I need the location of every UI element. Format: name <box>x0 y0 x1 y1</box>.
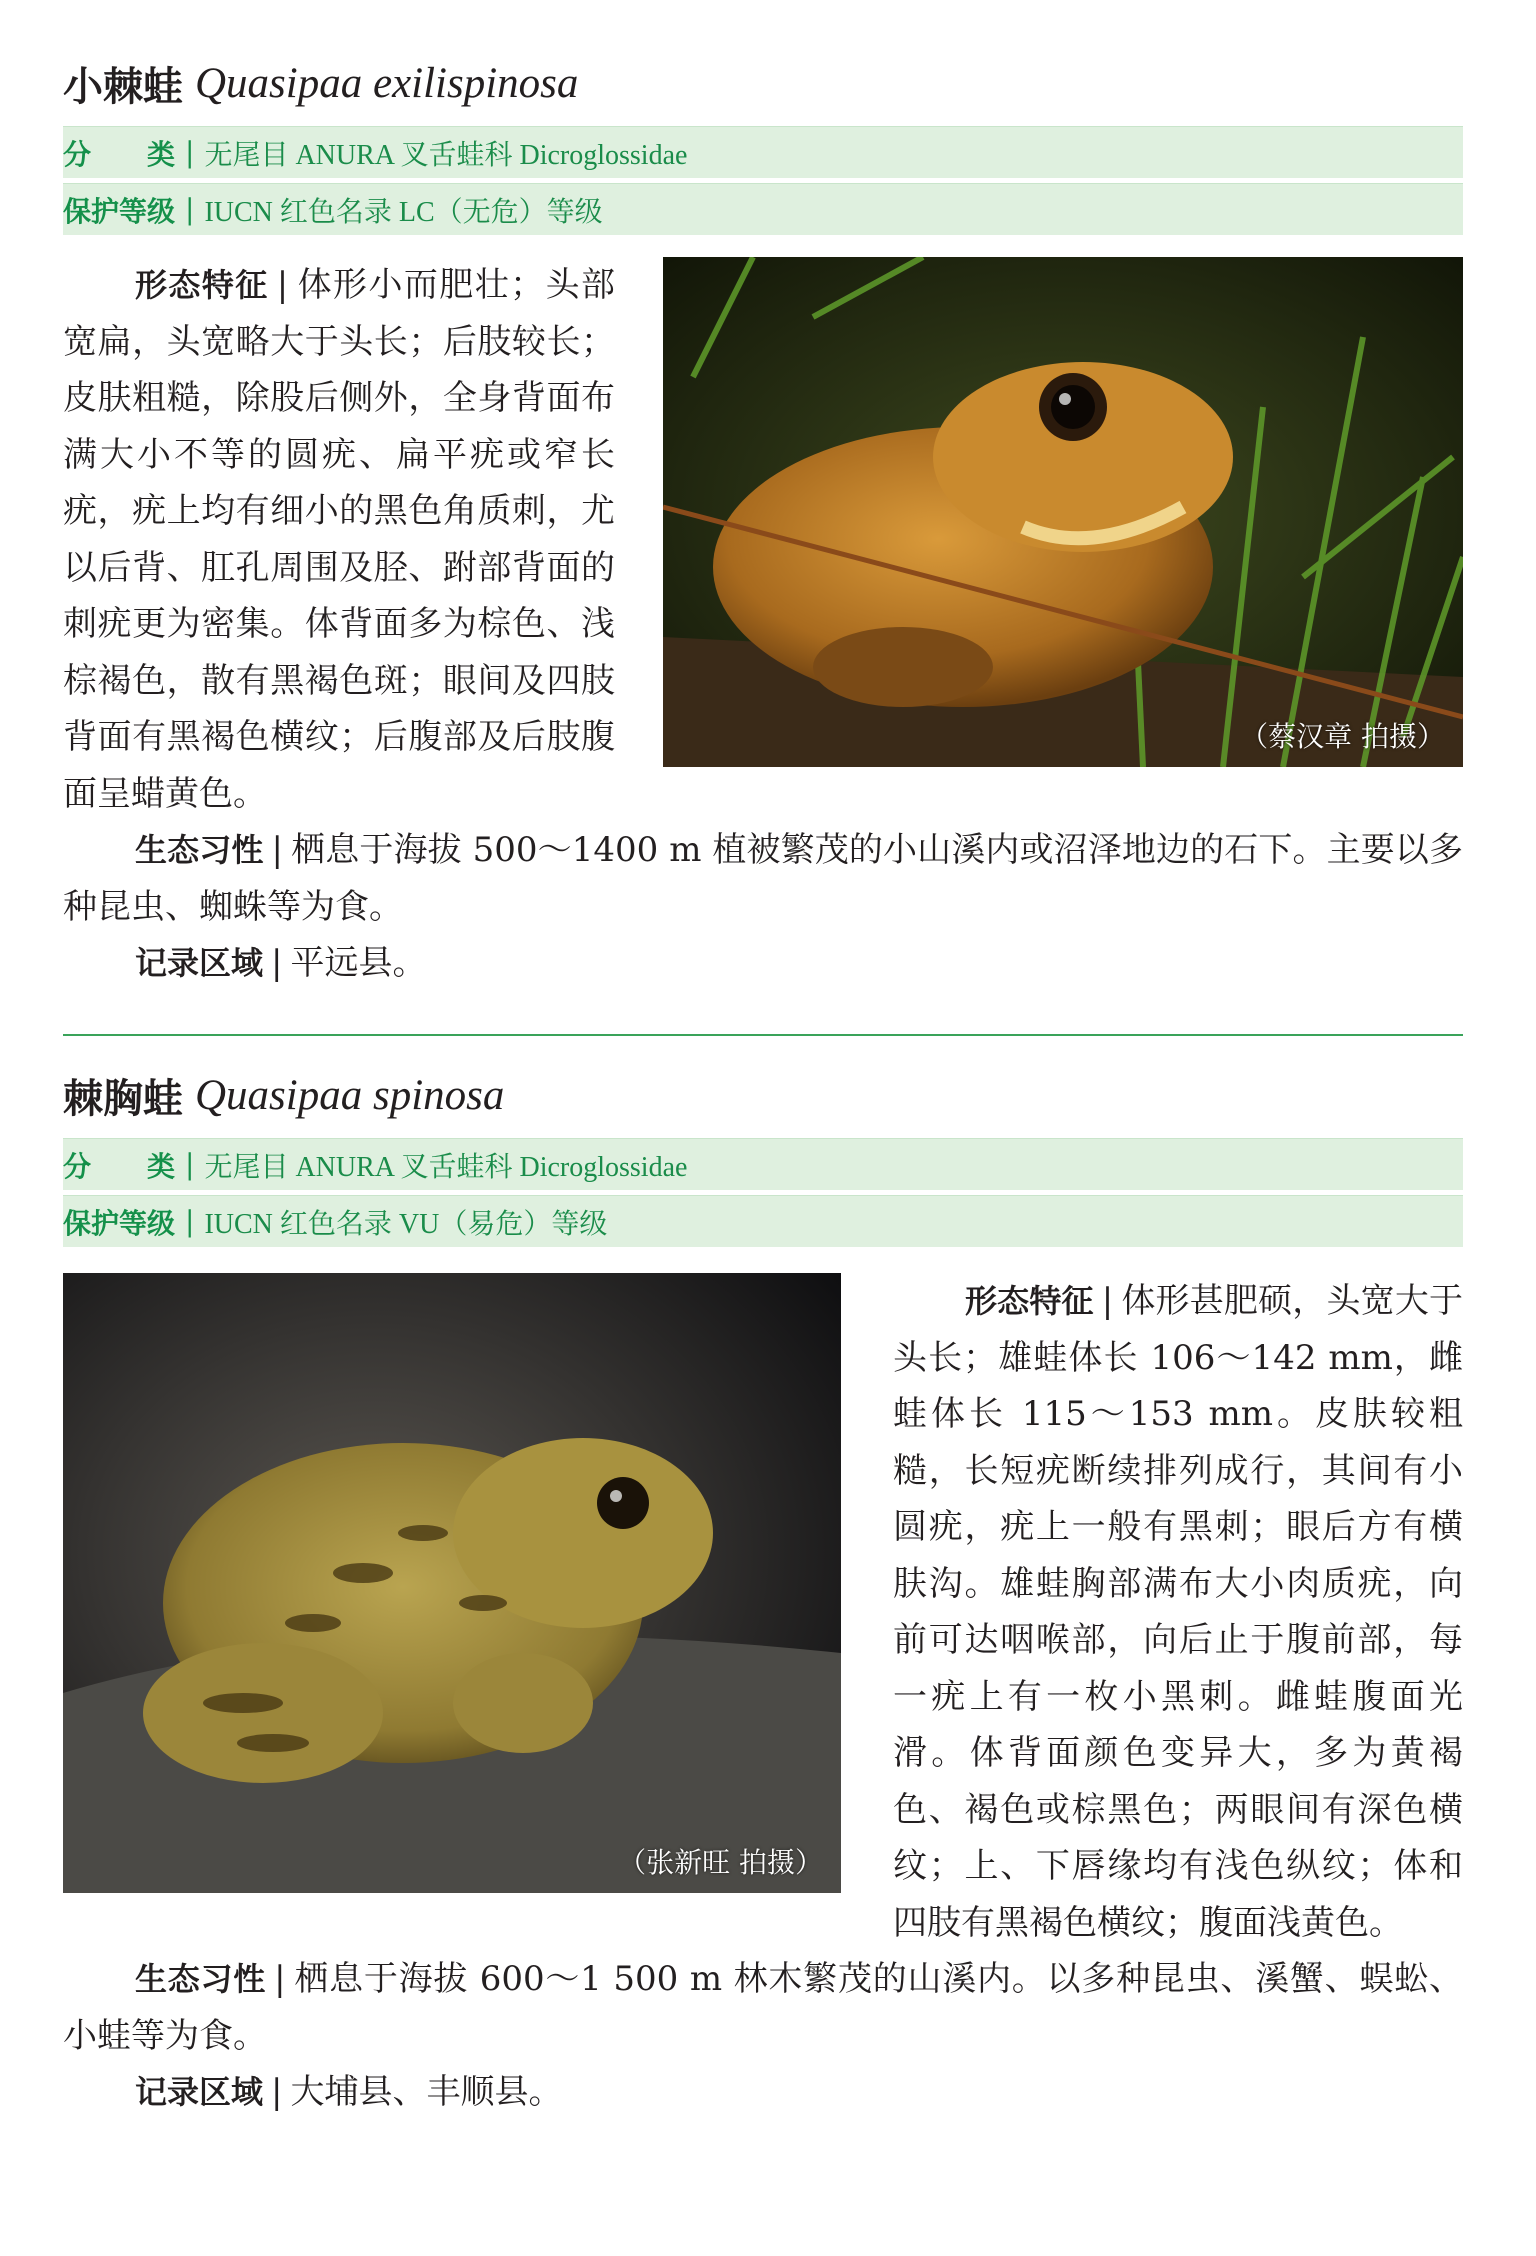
classification-band <box>63 126 1463 178</box>
ecology-label: 生态习性 <box>135 1960 267 1998</box>
separator: | <box>271 943 283 983</box>
classification-band <box>63 1138 1463 1190</box>
region-text: 大埔县、丰顺县。 <box>290 2072 563 2112</box>
classification-label: 分 类 <box>63 137 176 171</box>
protection-value: IUCN 红色名录 LC（无危）等级 <box>204 196 603 228</box>
separator: | <box>276 265 289 305</box>
species-name-latin: Quasipaa exilispinosa <box>195 59 579 107</box>
protection-label: 保护等级 <box>63 1206 176 1240</box>
morphology-label: 形态特征 <box>965 1282 1094 1320</box>
protection-band <box>63 183 1463 235</box>
species-name-latin: Quasipaa spinosa <box>195 1071 505 1119</box>
ecology-paragraph <box>63 822 1463 935</box>
morphology-text: 体形甚肥硕，头宽大于头长；雄蛙体长 106～142 mm，雌蛙体长 115～153 mm。皮肤较粗糙，长短疣断续排列成行，其间有小圆疣，疣上一般有黑刺；眼后方有横肤沟。雄蛙胸部满布大小肉质疣，向前可达咽喉部，向后止于腹前部，每一疣上有一枚小黑刺。雌蛙腹面光滑。体背面颜色变异大，多为黄褐色、褐色或棕黑色；两眼间有深色横纹；上、下唇缘均有浅色纵纹；体和四肢有黑褐色横纹；腹面浅黄色。 <box>893 1281 1463 1943</box>
protection-value: IUCN 红色名录 VU（易危）等级 <box>204 1208 608 1240</box>
morphology-paragraph <box>63 257 615 822</box>
region-paragraph <box>63 935 1463 992</box>
species-title <box>63 1052 1463 1138</box>
separator: | <box>185 1148 195 1181</box>
photo-credit: （张新旺 拍摄） <box>618 1846 823 1879</box>
species-title <box>63 40 1463 126</box>
protection-label: 保护等级 <box>63 194 176 228</box>
frog-photo <box>663 257 1463 767</box>
region-paragraph <box>63 2064 1463 2121</box>
morphology-paragraph <box>893 1273 1463 1951</box>
classification-value: 无尾目 ANURA 叉舌蛙科 Dicroglossidae <box>204 139 688 171</box>
region-label: 记录区域 <box>135 2073 264 2111</box>
protection-band <box>63 1195 1463 1247</box>
separator: | <box>271 2072 283 2112</box>
species-name-chinese: 小棘蛙 <box>63 63 183 110</box>
morphology-text: 体形小而肥壮；头部宽扁，头宽略大于头长；后肢较长；皮肤粗糙，除股后侧外，全身背面布满大小不等的圆疣、扁平疣或窄长疣，疣上均有细小的黑色角质刺，尤以后背、肛孔周围及胫、跗部背面的刺疣更为密集。体背面多为棕色、浅棕褐色，散有黑褐色斑；眼间及四肢背面有黑褐色横纹；后腹部及后肢腹面呈蜡黄色。 <box>63 265 615 814</box>
species-name-chinese: 棘胸蛙 <box>63 1075 183 1122</box>
species-entry-2 <box>63 1052 1463 2121</box>
separator: | <box>185 193 195 226</box>
section-divider <box>63 1034 1463 1036</box>
ecology-text: 栖息于海拔 500～1400 m 植被繁茂的小山溪内或沼泽地边的石下。主要以多种昆虫、蜘蛛等为食。 <box>63 830 1463 927</box>
ecology-paragraph <box>63 1951 1463 2064</box>
frog-photo <box>63 1273 841 1893</box>
ecology-label: 生态习性 <box>135 831 264 869</box>
separator: | <box>274 1959 286 1999</box>
separator: | <box>1101 1281 1114 1321</box>
photo-credit: （蔡汉章 拍摄） <box>1240 720 1445 753</box>
classification-value: 无尾目 ANURA 叉舌蛙科 Dicroglossidae <box>204 1151 688 1183</box>
morphology-label: 形态特征 <box>135 266 269 304</box>
region-text: 平远县。 <box>290 943 427 983</box>
species-entry-1 <box>63 40 1463 992</box>
separator: | <box>185 136 195 169</box>
separator: | <box>185 1205 195 1238</box>
ecology-text: 栖息于海拔 600～1 500 m 林木繁茂的山溪内。以多种昆虫、溪蟹、蜈蚣、小蛙等为食。 <box>63 1959 1463 2056</box>
classification-label: 分 类 <box>63 1149 176 1183</box>
region-label: 记录区域 <box>135 944 264 982</box>
separator: | <box>271 830 283 870</box>
